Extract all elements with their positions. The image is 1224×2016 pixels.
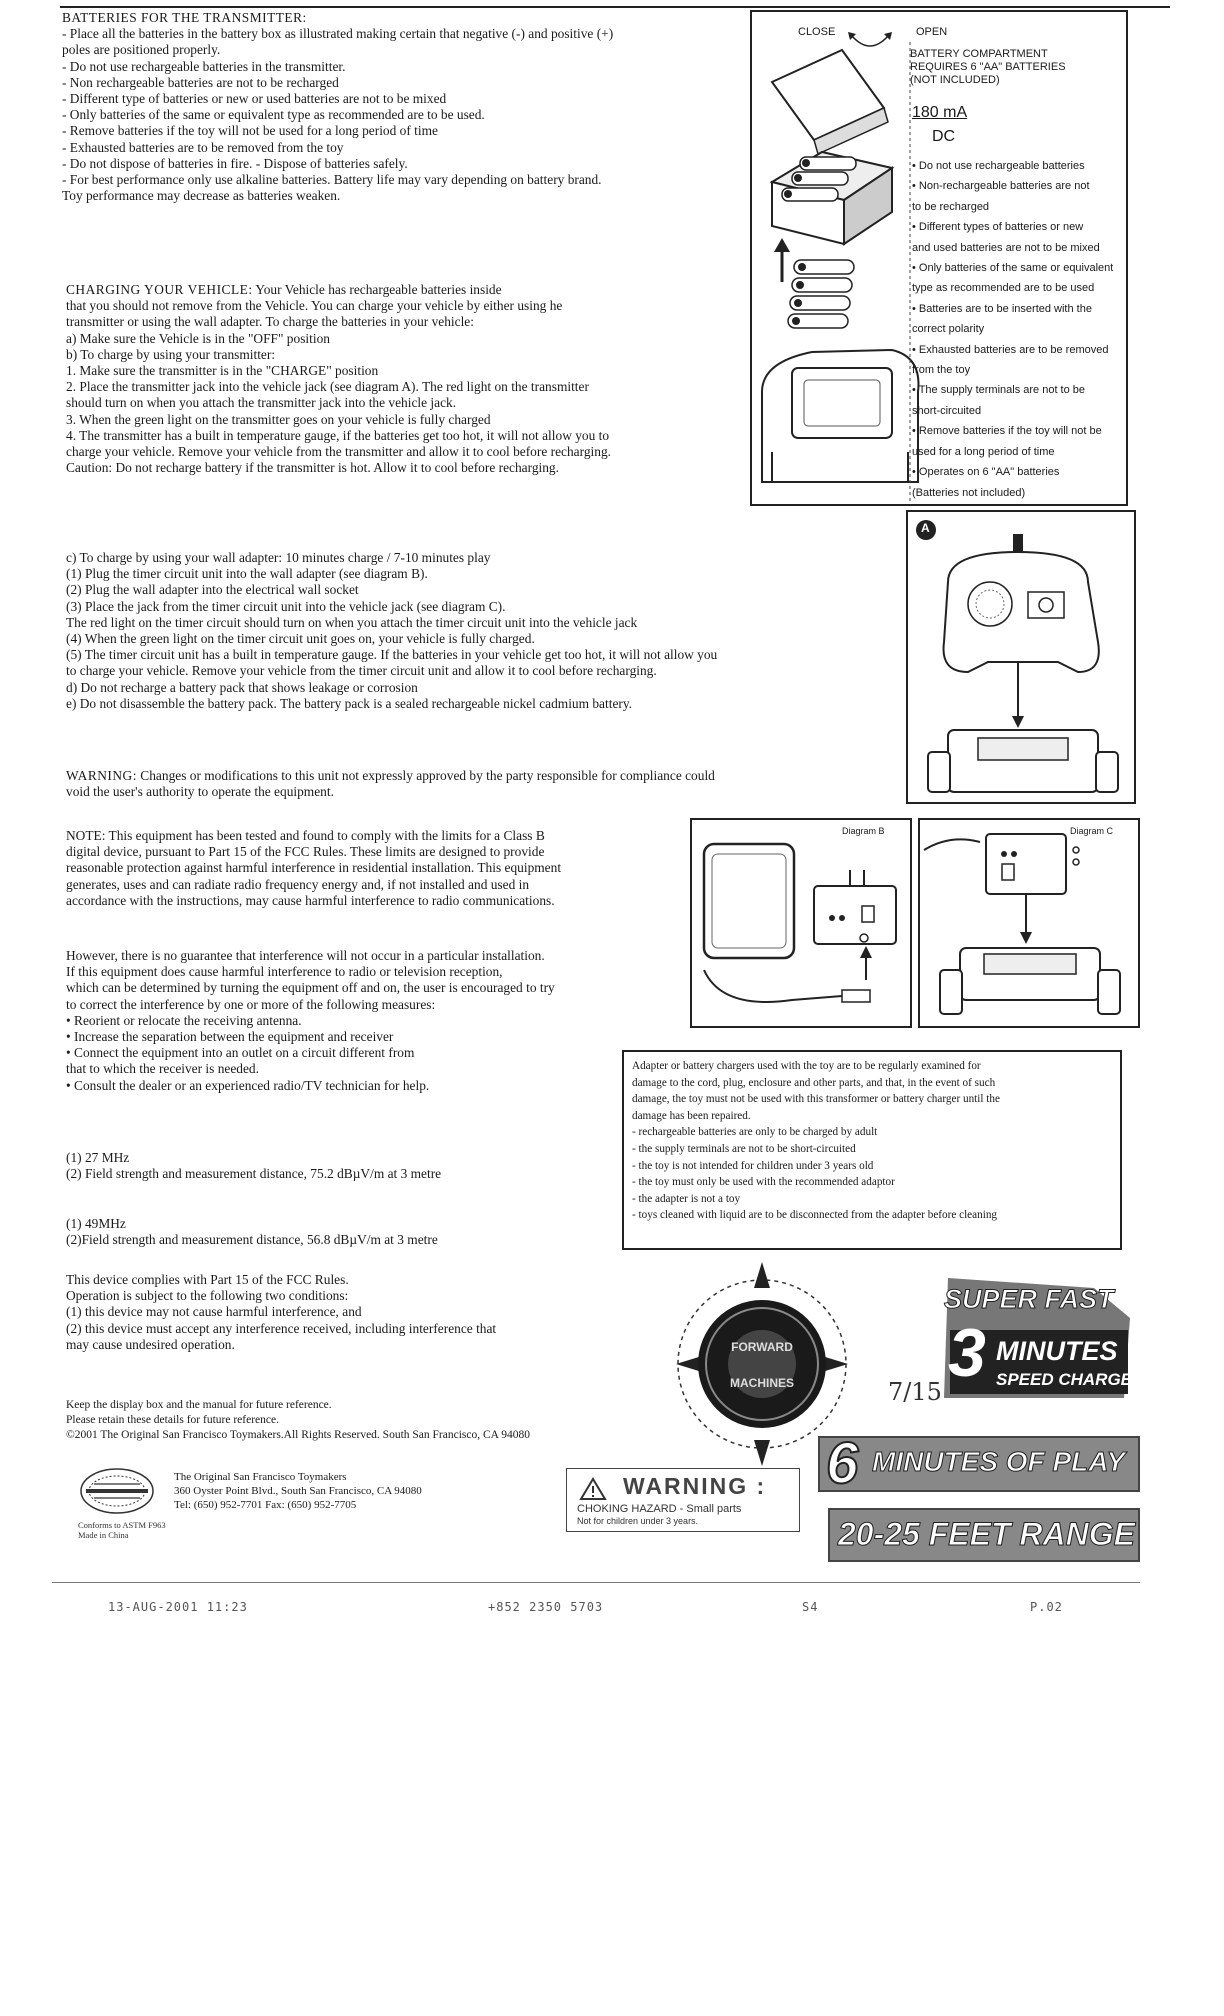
charging-line: 2. Place the transmitter jack into the vehicle jack (see diagram A). The red light on the transmitter [66, 379, 589, 395]
diagram-c [918, 818, 1140, 1028]
warning-line: void the user's authority to operate the equipment. [66, 784, 334, 800]
seal-text-bottom: MACHINES [729, 1376, 794, 1390]
battery-bullet: and used batteries are not to be mixed [912, 241, 1100, 254]
charging-section [66, 282, 611, 476]
notice-line: Adapter or battery chargers used with the toy are to be regularly examined for [632, 1060, 981, 1072]
however-line: However, there is no guarantee that interference will not occur in a particular installation. [66, 948, 545, 963]
wall-line: to charge your vehicle. Remove your vehicle from the timer circuit unit and allow it to cool before recharging. [66, 663, 657, 679]
top-rule [60, 6, 1170, 8]
minutes-label: MINUTES [996, 1336, 1118, 1366]
batteries-line: - Remove batteries if the toy will not be used for a long period of time [62, 123, 438, 139]
range-badge [828, 1508, 1140, 1562]
batteries-line: - Different type of batteries or new or used batteries are not to be mixed [62, 91, 447, 107]
battery-bullet: • The supply terminals are not to be [912, 384, 1086, 397]
wall-line: (3) Place the jack from the timer circuit unit into the vehicle jack (see diagram C). [66, 598, 506, 614]
wall-line: (2) Plug the wall adapter into the electrical wall socket [66, 582, 359, 598]
battery-bullets [912, 156, 1113, 503]
rating-bottom: DC [932, 128, 956, 145]
wall-line: (1) Plug the timer circuit unit into the wall adapter (see diagram B). [66, 566, 428, 582]
notice-line: - the toy must only be used with the recommended adaptor [632, 1176, 895, 1189]
batteries-line: - Exhausted batteries are to be removed from the toy [62, 139, 344, 155]
warning-section [66, 768, 715, 800]
choking-warning-box [566, 1468, 800, 1532]
battery-bullet: • Exhausted batteries are to be removed [912, 343, 1109, 356]
diagram-a [906, 510, 1136, 804]
however-line: If this equipment does cause harmful interference to radio or television reception, [66, 964, 503, 980]
wall-line: (4) When the green light on the timer circuit unit goes on, your vehicle is fully charged. [66, 631, 535, 647]
origin-text: Made in China [78, 1530, 129, 1540]
choking-title: WARNING : [623, 1473, 767, 1499]
super-fast-badge [944, 1278, 1134, 1398]
keep-line: Please retain these details for future reference. [66, 1414, 279, 1427]
conformity-text: Conforms to ASTM F963 [78, 1520, 166, 1530]
wall-line: c) To charge by using your wall adapter: 10 minutes charge / 7-10 minutes play [66, 550, 491, 565]
battery-bullet: • Different types of batteries or new [912, 221, 1084, 234]
diagram-b-label: Diagram B [842, 826, 885, 836]
freq-27mhz [66, 1150, 441, 1182]
company-name: The Original San Francisco Toymakers [174, 1471, 347, 1483]
note-line: accordance with the instructions, may cause harmful interference to radio communications. [66, 892, 555, 908]
charging-line: transmitter or using the wall adapter. To charge the batteries in your vehicle: [66, 314, 474, 330]
battery-bullet: (Batteries not included) [912, 486, 1026, 499]
wall-line: e) Do not disassemble the battery pack. The battery pack is a sealed rechargeable nickel cadmium battery. [66, 695, 633, 711]
choking-line2: Not for children under 3 years. [577, 1516, 699, 1526]
open-label: OPEN [916, 26, 948, 38]
minutes-of-play-label: MINUTES OF PLAY [872, 1446, 1126, 1477]
battery-bullet: • Non-rechargeable batteries are not [912, 180, 1090, 193]
however-line: • Reorient or relocate the receiving antenna. [66, 1012, 302, 1028]
warning-triangle-icon [579, 1477, 607, 1506]
note-line: digital device, pursuant to Part 15 of the FCC Rules. These limits are designed to provide [66, 844, 545, 860]
however-line: • Consult the dealer or an experienced radio/TV technician for help. [66, 1077, 430, 1093]
charging-line: that you should not remove from the Vehicle. You can charge your vehicle by either using he [66, 298, 563, 314]
battery-bullet: • Do not use rechargeable batteries [912, 160, 1085, 172]
wall-line: (5) The timer circuit unit has a built in temperature gauge. If the batteries in your vehicle get too hot, it will not allow you [66, 647, 718, 663]
notice-line: - the supply terminals are not to be short-circuited [632, 1142, 856, 1155]
battery-bullet: to be recharged [912, 200, 990, 213]
freq-line: (2) Field strength and measurement distance, 75.2 dBµV/m at 3 metre [66, 1166, 442, 1182]
charging-line: charge your vehicle. Remove your vehicle from the transmitter and allow it to cool before recharging. [66, 444, 611, 460]
fcc-line: (2) this device must accept any interference received, including interference that [66, 1320, 497, 1336]
charging-intro-text: Your Vehicle has rechargeable batteries inside [252, 282, 502, 297]
notice-line: - toys cleaned with liquid are to be disconnected from the adapter before cleaning [632, 1209, 998, 1222]
copyright-line: ©2001 The Original San Francisco Toymakers.All Rights Reserved. South San Francisco, CA 94080 [66, 1429, 530, 1442]
charging-line: should turn on when you attach the transmitter jack into the vehicle jack. [66, 395, 457, 411]
speed-charge-number: 3 [948, 1315, 986, 1391]
diagram-b-illustration [692, 820, 910, 1026]
batteries-line: - Do not dispose of batteries in fire. - Dispose of batteries safely. [62, 155, 408, 171]
battery-bullet: type as recommended are to be used [912, 282, 1095, 295]
fcc-line: may cause undesired operation. [66, 1336, 235, 1352]
however-line: which can be determined by turning the equipment off and on, the user is encouraged to try [66, 980, 555, 996]
diagram-c-illustration [920, 820, 1138, 1026]
warning-text: Changes or modifications to this unit not expressly approved by the party responsible for compliance could [136, 768, 715, 783]
diagram-b [690, 818, 912, 1028]
notice-line: - the toy is not intended for children under 3 years old [632, 1159, 874, 1172]
battery-bullet: • Only batteries of the same or equivalent [912, 262, 1114, 275]
fax-page: P.02 [1030, 1600, 1063, 1614]
company-small-print [78, 1520, 166, 1540]
battery-bullet: • Remove batteries if the toy will not be [912, 425, 1102, 438]
company-phone: Tel: (650) 952-7701 Fax: (650) 952-7705 [174, 1499, 357, 1511]
warning-line [66, 768, 715, 784]
battery-bullet: • Operates on 6 "AA" batteries [912, 466, 1060, 479]
notice-line: damage has been repaired. [632, 1109, 751, 1122]
however-section [66, 948, 555, 1094]
charging-line: b) To charge by using your transmitter: [66, 346, 276, 362]
diagram-a-illustration [908, 512, 1134, 802]
note-line: reasonable protection against harmful interference in residential installation. This equipment [66, 860, 562, 876]
note-section [66, 828, 561, 909]
fax-code: S4 [802, 1600, 819, 1614]
charging-line: 4. The transmitter has a built in temperature gauge, if the batteries get too hot, it will not allow you to [66, 427, 610, 443]
wall-line: d) Do not recharge a battery pack that shows leakage or corrosion [66, 679, 418, 695]
battery-bullet: short-circuited [912, 404, 982, 417]
keep-line: Keep the display box and the manual for future reference. [66, 1399, 332, 1411]
battery-header-line: BATTERY COMPARTMENT [910, 48, 1048, 60]
play-number: 6 [826, 1431, 859, 1496]
notice-line: - rechargeable batteries are only to be charged by adult [632, 1126, 878, 1139]
fcc-line: This device complies with Part 15 of the FCC Rules. [66, 1272, 349, 1287]
handwritten-note: 7/15 [888, 1378, 942, 1406]
super-fast-label: SUPER FAST [944, 1284, 1114, 1314]
fcc-line: Operation is subject to the following two conditions: [66, 1288, 349, 1304]
diagram-a-label: A [921, 521, 930, 535]
battery-header-line: REQUIRES 6 "AA" BATTERIES [910, 61, 1066, 73]
company-address [174, 1470, 422, 1512]
adapter-notice-box [622, 1050, 1122, 1250]
keep-section [66, 1398, 530, 1444]
however-line: to correct the interference by one or more of the following measures: [66, 996, 436, 1012]
speed-charge-label: SPEED CHARGE [996, 1370, 1133, 1389]
batteries-line: - Only batteries of the same or equivalent type as recommended are to be used. [62, 107, 485, 123]
charging-heading: CHARGING YOUR VEHICLE: [66, 282, 253, 297]
diagram-c-label: Diagram C [1070, 826, 1114, 836]
wall-line: The red light on the timer circuit should turn on when you attach the timer circuit unit into the vehicle jack [66, 614, 638, 630]
battery-bullet: used for a long period of time [912, 445, 1055, 458]
close-label: CLOSE [798, 26, 836, 38]
batteries-heading: BATTERIES FOR THE TRANSMITTER: [62, 10, 307, 25]
rating-top: 180 mA [912, 104, 968, 121]
notice-line: damage to the cord, plug, enclosure and other parts, and that, in the event of such [632, 1076, 996, 1089]
seal-text-top: FORWARD [731, 1340, 793, 1354]
toymakers-logo-icon [78, 1466, 156, 1516]
notice-line: - the adapter is not a toy [632, 1192, 741, 1205]
freq-49mhz [66, 1216, 438, 1248]
however-line: • Connect the equipment into an outlet on a circuit different from [66, 1045, 415, 1061]
charging-line: Caution: Do not recharge battery if the transmitter is hot. Allow it to cool before recharging. [66, 460, 559, 476]
fax-date: 13-AUG-2001 11:23 [108, 1600, 248, 1614]
company-street: 360 Oyster Point Blvd., South San Francisco, CA 94080 [174, 1485, 422, 1497]
batteries-line: - Place all the batteries in the battery box as illustrated making certain that negative (-) and positive (+) [62, 26, 614, 42]
choking-line1: CHOKING HAZARD - Small parts [577, 1503, 742, 1515]
batteries-line: - Do not use rechargeable batteries in the transmitter. [62, 58, 346, 74]
range-label: 20-25 FEET RANGE [838, 1516, 1135, 1552]
batteries-line: poles are positioned properly. [62, 42, 221, 58]
battery-header [910, 48, 1066, 87]
battery-bullet: • Batteries are to be inserted with the [912, 302, 1092, 315]
fcc-section [66, 1272, 496, 1353]
however-line: that to which the receiver is needed. [66, 1061, 259, 1077]
batteries-line: - Non rechargeable batteries are not to be recharged [62, 74, 339, 90]
notice-line: damage, the toy must not be used with this transformer or battery charger until the [632, 1093, 1000, 1106]
charging-line: 3. When the green light on the transmitter goes on your vehicle is fully charged [66, 411, 491, 427]
fcc-line: (1) this device may not cause harmful interference, and [66, 1304, 362, 1320]
warning-label: WARNING: [66, 768, 137, 783]
batteries-line: - For best performance only use alkaline batteries. Battery life may vary depending on battery brand. [62, 172, 602, 188]
battery-header-line: (NOT INCLUDED) [910, 74, 1000, 86]
freq-line: (1) 49MHz [66, 1216, 126, 1231]
company-logo [78, 1466, 156, 1516]
footer-rule [52, 1582, 1140, 1583]
battery-bullet: from the toy [912, 364, 971, 377]
note-line: NOTE: This equipment has been tested and found to comply with the limits for a Class B [66, 828, 545, 843]
battery-bullet: correct polarity [912, 323, 985, 336]
wall-adapter-section [66, 550, 717, 712]
batteries-line: Toy performance may decrease as batteries weaken. [62, 188, 341, 204]
charging-line: 1. Make sure the transmitter is in the "CHARGE" position [66, 363, 379, 379]
note-line: generates, uses and can radiate radio frequency energy and, if not installed and used in [66, 876, 530, 892]
battery-compartment-panel [750, 10, 1128, 506]
fax-phone: +852 2350 5703 [488, 1600, 604, 1614]
minutes-of-play-badge [818, 1431, 1140, 1496]
charging-line: a) Make sure the Vehicle is in the "OFF" position [66, 330, 330, 346]
freq-line: (1) 27 MHz [66, 1150, 130, 1165]
however-line: • Increase the separation between the equipment and receiver [66, 1029, 394, 1045]
batteries-section [62, 10, 613, 204]
freq-line: (2)Field strength and measurement distance, 56.8 dBµV/m at 3 metre [66, 1232, 438, 1248]
charging-intro [66, 282, 611, 298]
